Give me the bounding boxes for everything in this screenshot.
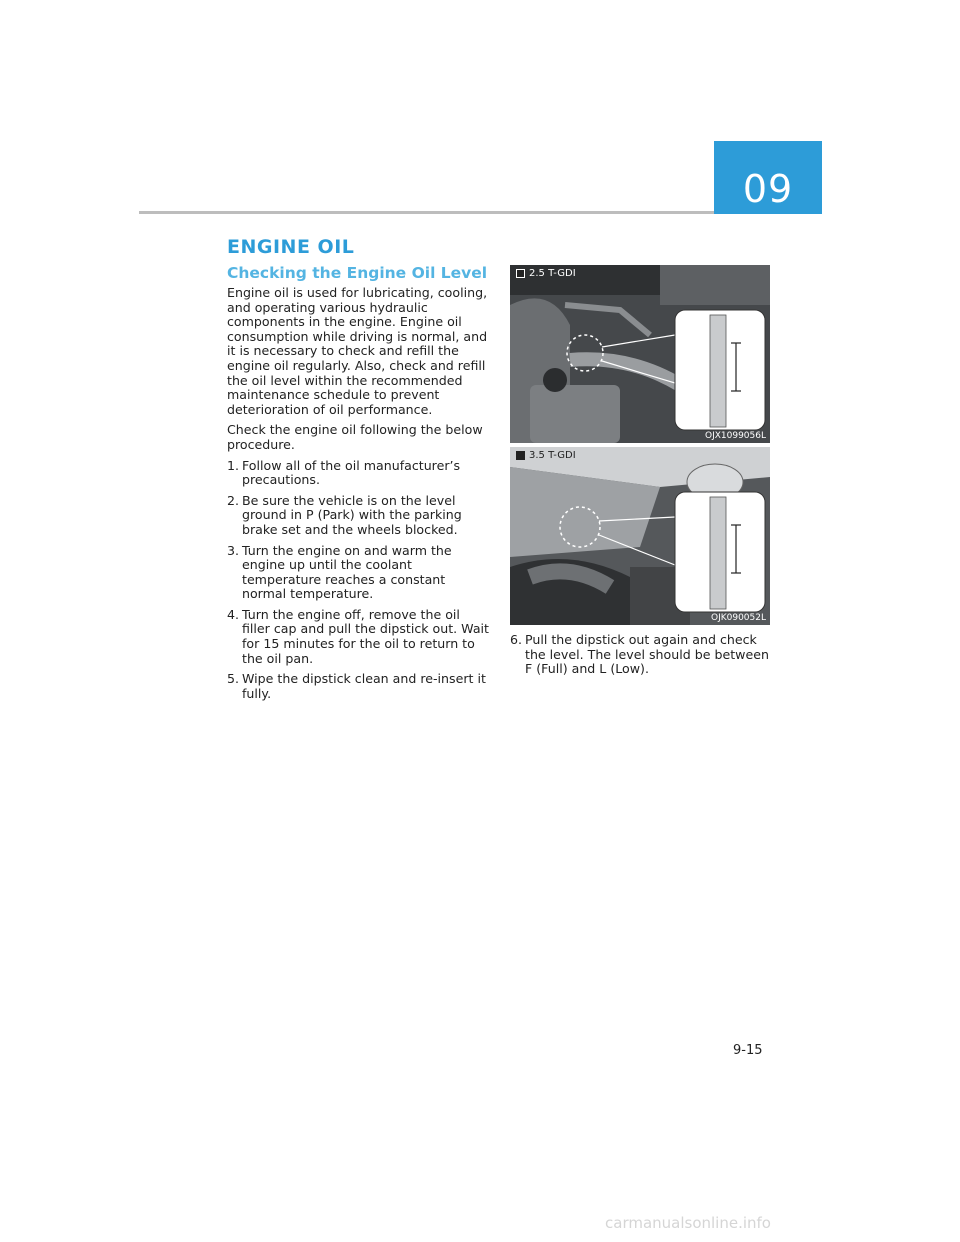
engine-figure-2-5: [510, 265, 770, 443]
procedure-step: [227, 459, 489, 488]
section-title: ENGINE OIL: [227, 236, 355, 258]
step-text: Turn the engine off, remove the oil filler cap and pull the dipstick out. Wait for 15 minutes for the oil to return to the oil pan.: [242, 606, 489, 666]
figure-code: OJK090052L: [710, 613, 766, 623]
intro-paragraph: Check the engine oil following the below procedure.: [227, 422, 483, 452]
engine-bay-illustration: [510, 265, 770, 443]
step-text: Turn the engine on and warm the engine up until the coolant temperature reaches a constant normal temperature.: [242, 542, 452, 602]
step-number: 6.: [510, 632, 523, 647]
engine-figure-3-5: [510, 447, 770, 625]
procedure-step: [227, 672, 489, 701]
bullet-square-icon: [516, 451, 525, 460]
header-rule: [139, 211, 714, 214]
subsection-title: Checking the Engine Oil Level: [227, 264, 488, 282]
figure-label-text: 2.5 T-GDI: [529, 268, 576, 279]
step-number: 3.: [227, 542, 240, 558]
step-number: 4.: [227, 606, 240, 622]
bullet-square-icon: [516, 269, 525, 278]
figure-label-text: 3.5 T-GDI: [529, 450, 576, 461]
figure-label: [516, 268, 576, 279]
step-text: Follow all of the oil manufacturer’s precautions.: [242, 457, 461, 488]
step-number: 2.: [227, 492, 240, 508]
intro-paragraph: Engine oil is used for lubricating, cooling, and operating various hydraulic components in the engine. Engine oil consumption while driving is normal, and it is necessary to check and refill the engine oil regularly. Also, check and refill the oil level within the recommended maintenance schedule to prevent deterioration of oil performance.: [227, 285, 488, 417]
procedure-steps-continued: [510, 633, 772, 677]
step-number: 5.: [227, 671, 240, 687]
procedure-step: [227, 608, 489, 666]
engine-bay-illustration: [510, 447, 770, 625]
step-text: Be sure the vehicle is on the level ground in P (Park) with the parking brake set and the wheels blocked.: [242, 492, 462, 537]
procedure-step: [227, 544, 489, 602]
right-column: [510, 633, 772, 683]
chapter-tab: 09: [714, 141, 822, 214]
step-text: Wipe the dipstick clean and re-insert it fully.: [242, 671, 486, 701]
page-number: 9-15: [733, 1043, 763, 1058]
procedure-steps: [227, 459, 489, 702]
figure-label: [516, 450, 576, 461]
procedure-step: [227, 494, 489, 538]
step-text: Pull the dipstick out again and check the level. The level should be between F (Full) and L (Low).: [525, 632, 769, 677]
figure-code: OJX1099056L: [704, 431, 766, 441]
step-number: 1.: [227, 457, 240, 473]
procedure-step: [510, 633, 772, 677]
watermark: carmanualsonline.info: [605, 1214, 771, 1232]
left-column: [227, 286, 489, 707]
